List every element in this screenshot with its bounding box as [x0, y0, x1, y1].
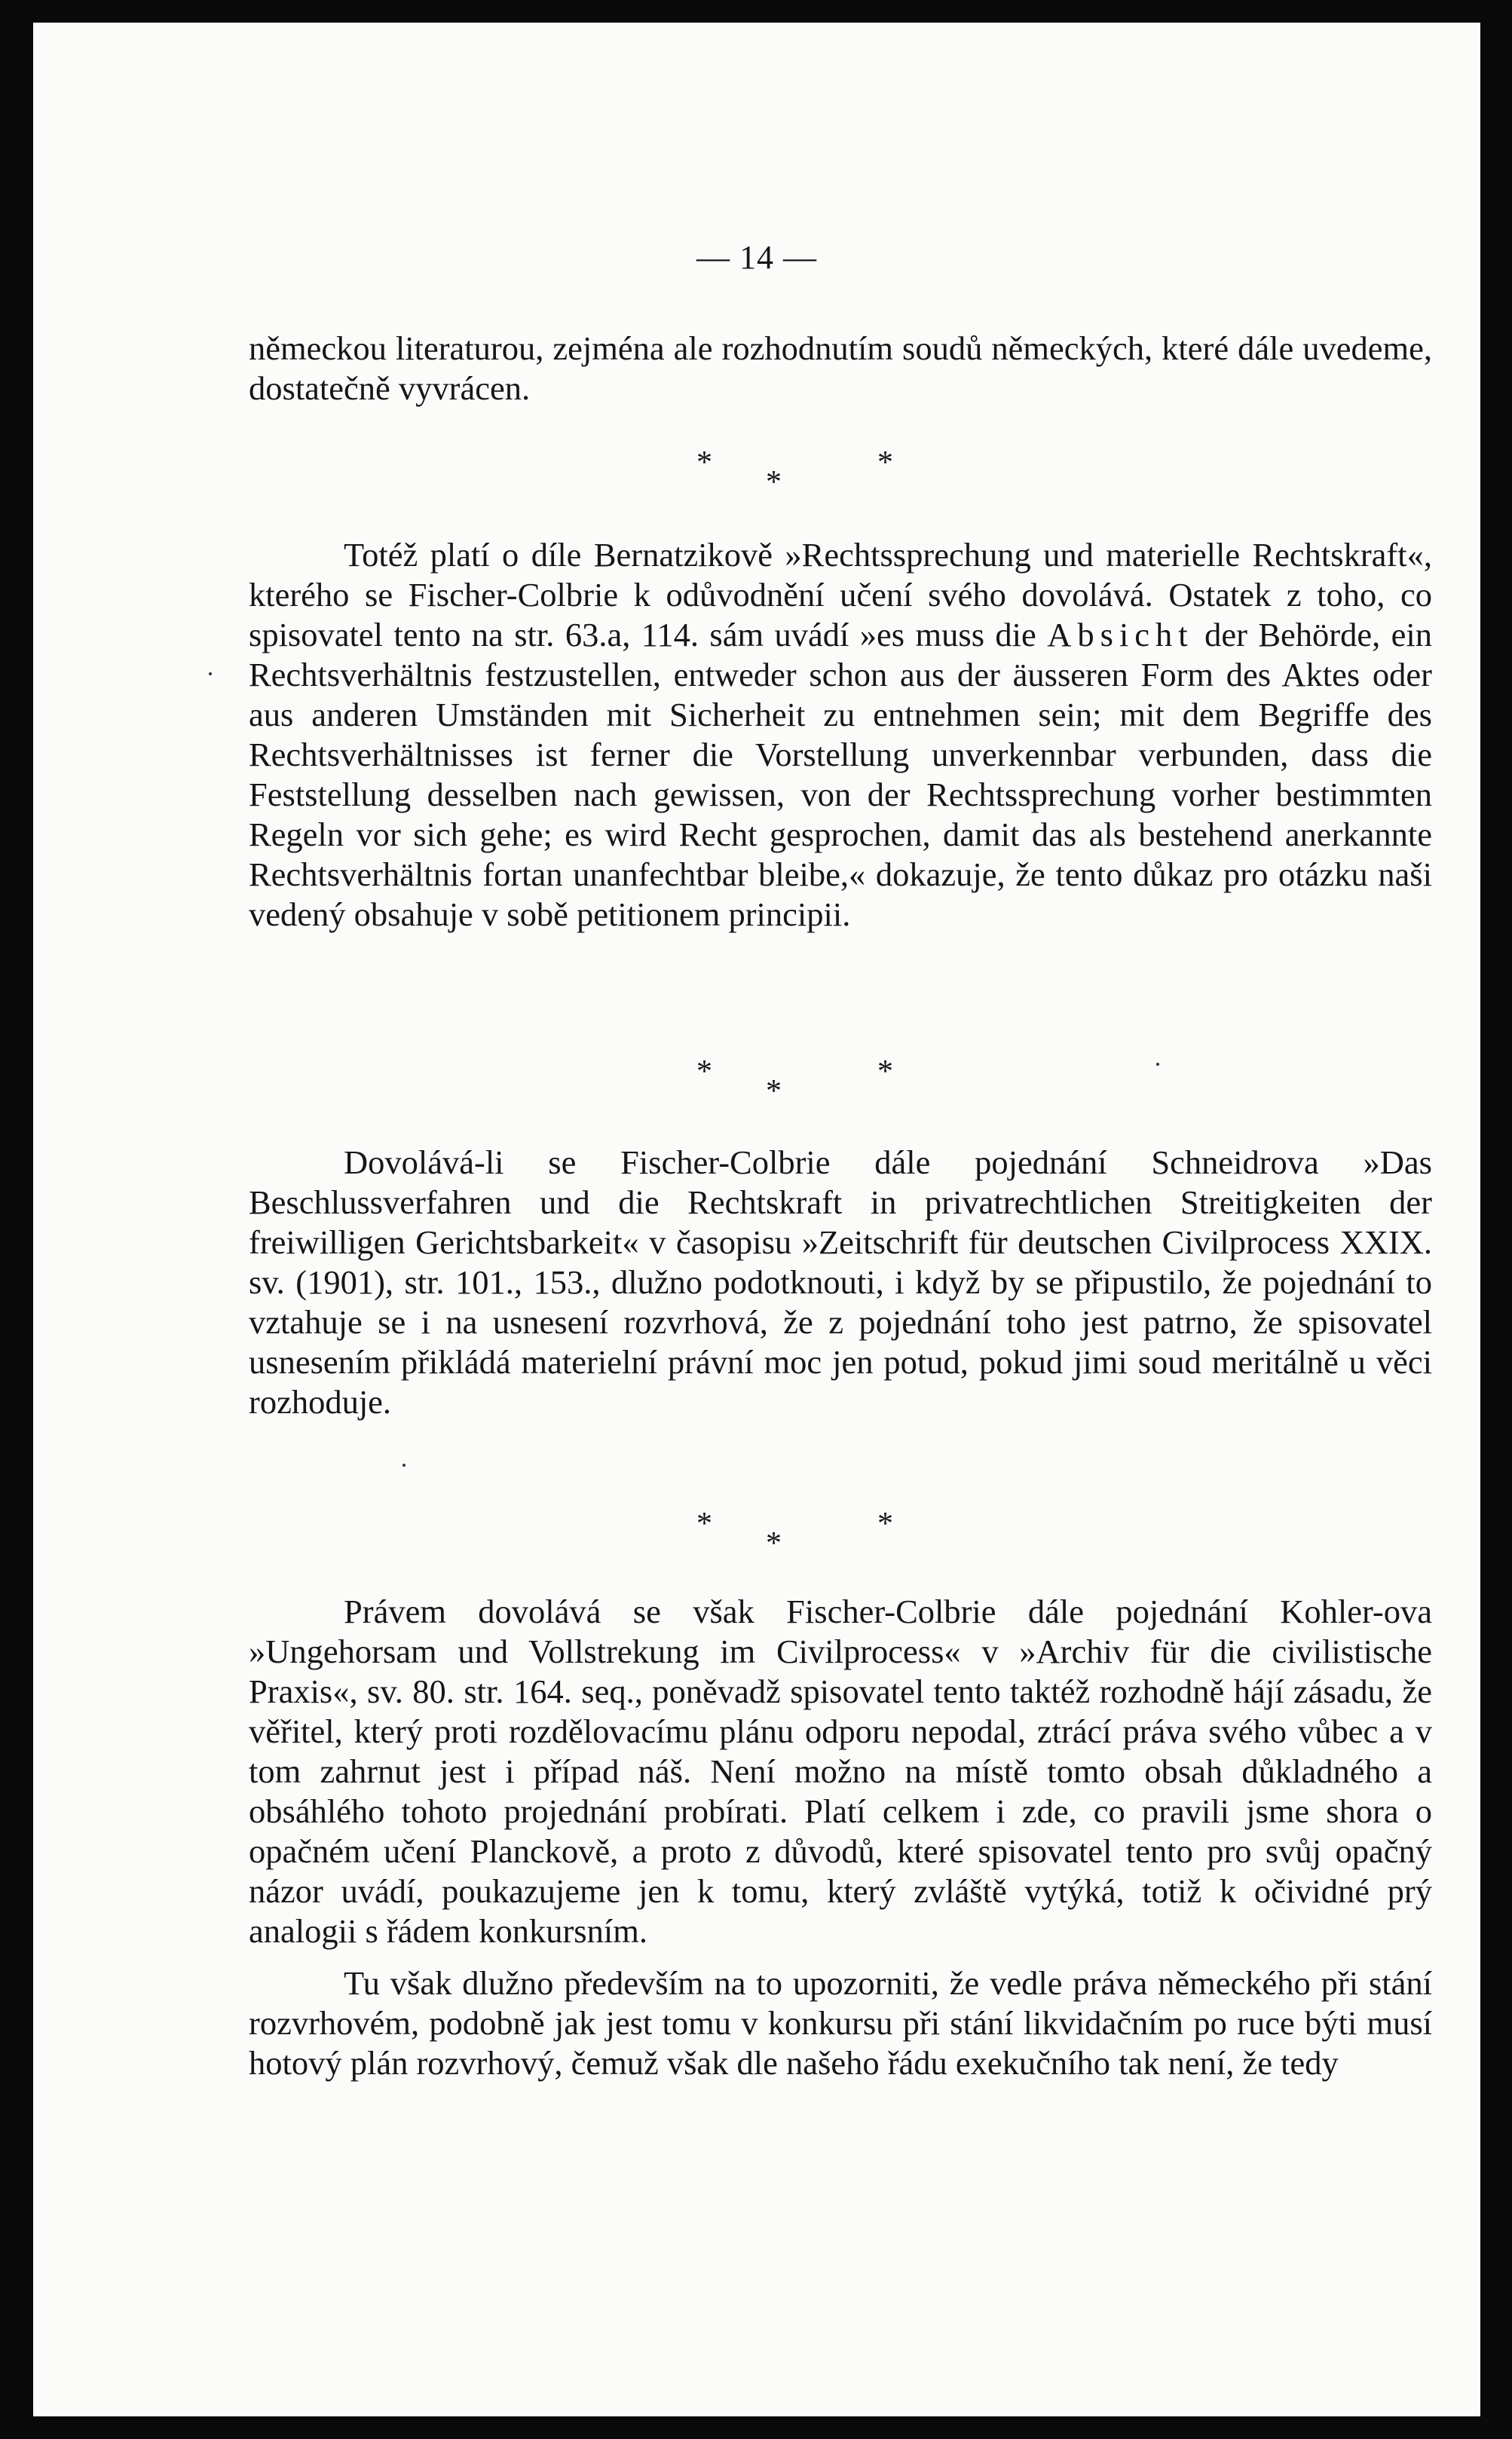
print-speck: [402, 1464, 406, 1467]
paragraph-continuation: [249, 329, 1432, 409]
asterisk: *: [766, 1526, 782, 1561]
asterism-1: [651, 445, 938, 500]
asterisk: *: [766, 465, 782, 500]
spaced-emphasis: Absicht: [1047, 616, 1194, 653]
asterisk: *: [696, 445, 712, 480]
paragraph-conclusion: Tu však dlužno především na to upozorniti, že vedle práva německého při stání rozvrhovém, podobně jak jest tomu v konkursu při stání likvidačním po ruce býti musí hotový plán rozvrhový, čemuž však dle našeho řádu exekučního tak není, že tedy: [249, 1964, 1432, 2082]
print-speck: [209, 672, 212, 675]
paragraph-bernatzik-block: [249, 535, 1432, 935]
asterism-3: [651, 1506, 938, 1561]
asterisk: *: [877, 1054, 893, 1089]
asterisk: *: [877, 1507, 893, 1541]
paragraph-bernatzik-part-b: der Behörde, ein Rechtsverhältnis festzustellen, entweder schon aus der äusseren Form des Aktes oder aus anderen Umständen mit Sicherheit zu entnehmen sein; mit dem Begriffe des Rechtsverhältnisses ist ferner die Vorstellung unverkennbar verbunden, dass die Feststellung desselben nach gewissen, von der Rechtssprechung vorher bestimmten Regeln vor sich gehe; es wird Recht gesprochen, damit das als bestehend anerkannte Rechtsverhältnis fortan unanfechtbar bleibe,« dokazuje, že tento důkaz pro otázku naši vedený obsahuje v sobě petitionem principii.: [249, 616, 1432, 933]
print-speck: [1156, 1063, 1159, 1066]
paragraph-kohler-block: [249, 1592, 1432, 2083]
asterisk: *: [766, 1074, 782, 1109]
paragraph-schneider-block: [249, 1143, 1432, 1422]
asterisk: *: [696, 1054, 712, 1089]
paragraph-0: německou literaturou, zejména ale rozhodnutím soudů německých, které dále uvedeme, dostatečně vyvrácen.: [249, 329, 1432, 407]
paragraph-bernatzik-part-a: Totéž platí o díle Bernatzikově »Rechtssprechung und materielle Rechtskraft«, kterého se Fischer-Colbrie k odůvodnění učení svého dovolává. Ostatek z toho, co spisovatel tento na str. 63.a, 114. sám uvádí »es muss die: [249, 536, 1432, 653]
asterisk: *: [877, 445, 893, 480]
page-number: — 14 —: [696, 239, 817, 276]
paragraph-kohler: Právem dovolává se však Fischer-Colbrie dále pojednání Kohler-ova »Ungehorsam und Vollstrekung im Civilprocess« v »Archiv für die civilistische Praxis«, sv. 80. str. 164. seq., poněvadž spisovatel tento taktéž rozhodně hájí zásadu, že věřitel, který proti rozdělovacímu plánu odporu nepodal, ztrácí práva svého vůbec a v tom zahrnut jest i případ náš. Není možno na místě tomto obsah důkladného a obsáhlého tohoto projednání probírati. Platí celkem i zde, co pravili jsme shora o opačném učení Planckově, a proto z důvodů, které spisovatel tento pro svůj opačný názor uvádí, poukazujeme jen k tomu, který zvláště vytýká, totiž k očividné prý analogii s řádem konkursním.: [249, 1593, 1432, 1950]
asterism-2: [651, 1054, 938, 1109]
asterisk: *: [696, 1507, 712, 1541]
paragraph-bernatzik: [249, 535, 1432, 935]
paragraph-schneider: Dovolává-li se Fischer-Colbrie dále pojednání Schneidrova »Das Beschlussverfahren und die Rechtskraft in privatrechtlichen Streitigkeiten der freiwilligen Gerichtsbarkeit« v časopisu »Zeitschrift für deutschen Civilprocess XXIX. sv. (1901), str. 101., 153., dlužno podotknouti, i když by se připustilo, že pojednání to vztahuje se i na usnesení rozvrhová, že z pojednání toho jest patrno, že spisovatel usnesením přikládá materielní právní moc jen potud, pokud jimi soud meritálně u věci rozhoduje.: [249, 1143, 1432, 1421]
document-page: [33, 23, 1480, 2416]
